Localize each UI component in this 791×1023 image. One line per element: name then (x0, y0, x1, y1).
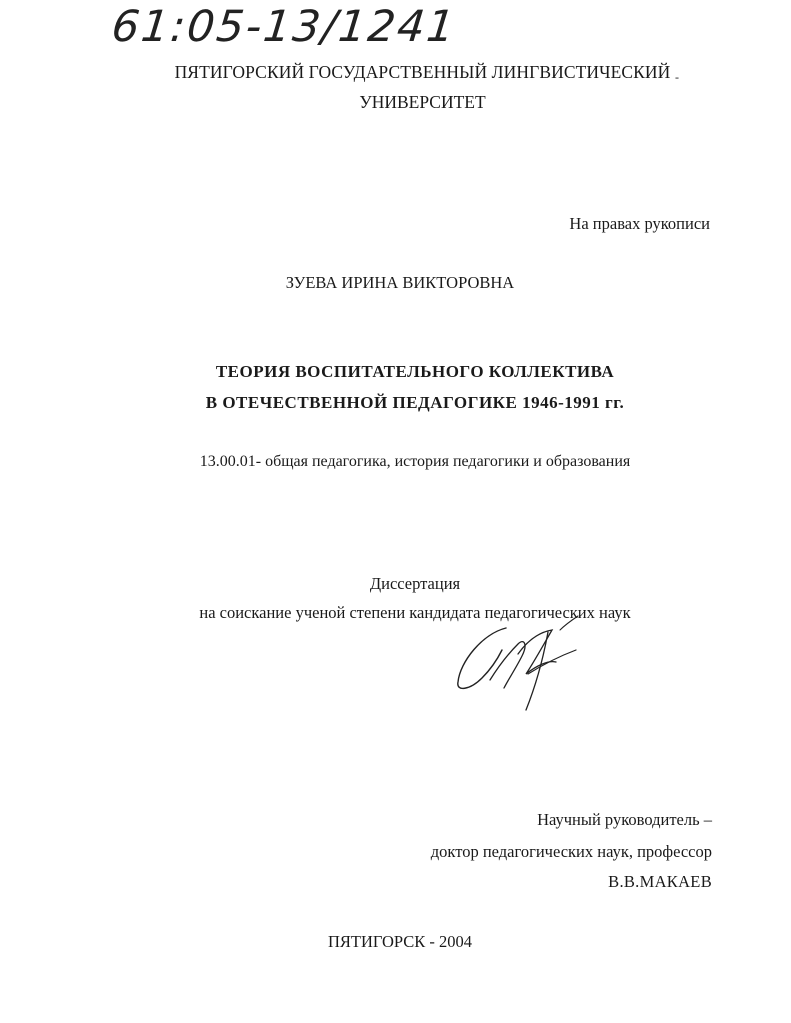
specialty-code: 13.00.01- общая педагогика, история педагогики и образования (199, 453, 631, 470)
dissertation-label: Диссертация (369, 574, 461, 593)
supervisor-role: Научный руководитель – (537, 810, 712, 829)
archive-number: 61:05-13/1241 (109, 2, 459, 52)
stray-mark: - (675, 70, 679, 84)
manuscript-note: На правах рукописи (569, 214, 710, 233)
university-name-line2: УНИВЕРСИТЕТ (359, 92, 486, 112)
author-name: ЗУЕВА ИРИНА ВИКТОРОВНА (285, 273, 515, 292)
thesis-title-line1: ТЕОРИЯ ВОСПИТАТЕЛЬНОГО КОЛЛЕКТИВА (215, 362, 615, 381)
thesis-title-line2: В ОТЕЧЕСТВЕННОЙ ПЕДАГОГИКЕ 1946-1991 гг. (205, 393, 625, 412)
supervisor-degree: доктор педагогических наук, профессор (430, 842, 712, 861)
degree-purpose: на соискание ученой степени кандидата педагогических наук (199, 603, 631, 622)
city-year: ПЯТИГОРСК - 2004 (327, 932, 473, 951)
university-name-line1: ПЯТИГОРСКИЙ ГОСУДАРСТВЕННЫЙ ЛИНГВИСТИЧЕСКИЙ (174, 62, 671, 82)
handwritten-signature (448, 610, 598, 720)
supervisor-name: В.В.МАКАЕВ (608, 872, 712, 891)
